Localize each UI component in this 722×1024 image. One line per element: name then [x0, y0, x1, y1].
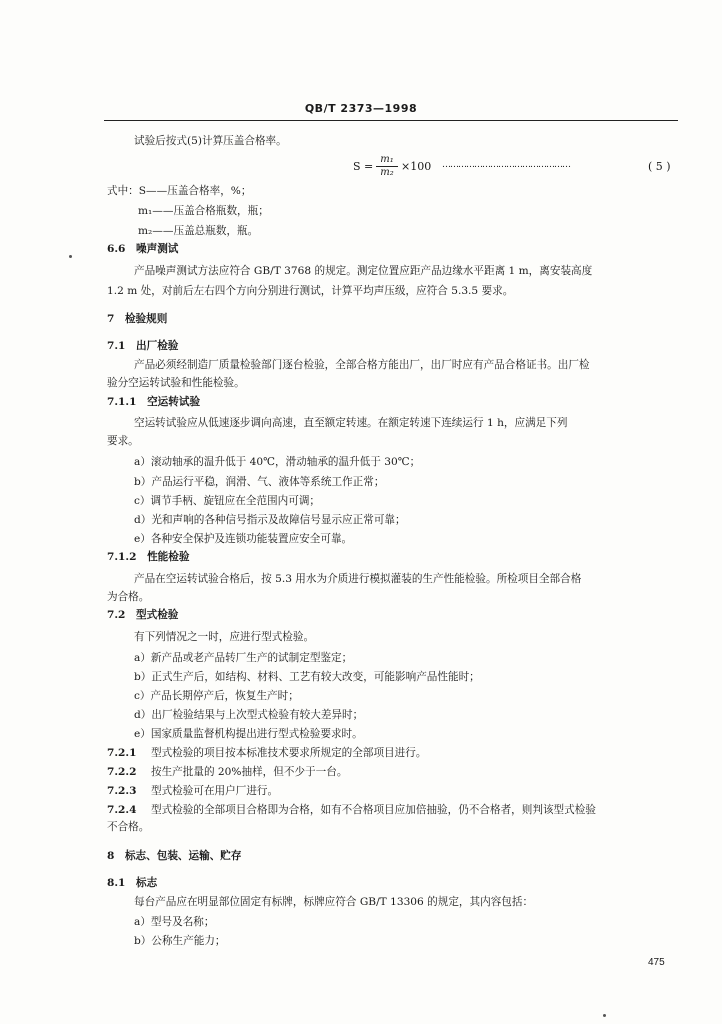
- section-7-2-intro: 有下列情况之一时，应进行型式检验。: [134, 631, 315, 643]
- section-8-heading: 8 标志、包装、运输、贮存: [107, 850, 242, 862]
- list-item: a）新产品或老产品转厂生产的试制定型鉴定；: [134, 652, 353, 664]
- section-7-2-heading: 7.2 型式检验: [107, 609, 179, 621]
- list-item: c）调节手柄、旋钮应在全范围内可调；: [134, 495, 321, 507]
- section-7-1-2-para-1: 产品在空运转试验合格后，按 5.3 用水为介质进行模拟灌装的生产性能检验。所检项目全部合格: [134, 573, 582, 585]
- section-7-2-2-number: 7.2.2: [107, 766, 137, 778]
- section-7-1-2-para-2: 为合格。: [107, 591, 150, 603]
- list-item: e）国家质量监督机构提出进行型式检验要求时。: [134, 728, 363, 740]
- section-7-2-2-text: 按生产批量的 20%抽样，但不少于一台。: [151, 766, 348, 778]
- list-item: a）滚动轴承的温升低于 40℃，滑动轴承的温升低于 30℃；: [134, 456, 421, 468]
- list-item: d）光和声响的各种信号指示及故障信号显示应正常可靠；: [134, 514, 406, 526]
- section-7-2-1: [107, 746, 426, 760]
- section-7-2-1-text: 型式检验的项目按本标准技术要求所规定的全部项目进行。: [151, 747, 427, 759]
- formula-intro: 试验后按式(5)计算压盖合格率。: [134, 135, 287, 147]
- section-7-1-2-heading: 7.1.2 性能检验: [107, 551, 190, 563]
- page-number: 475: [648, 957, 665, 968]
- section-7-2-2: [107, 765, 347, 779]
- formula-denominator: m₂: [380, 167, 394, 178]
- section-7-2-4: [107, 803, 596, 817]
- scan-speck: [603, 1014, 606, 1017]
- header-rule: [104, 120, 678, 121]
- document-header: QB/T 2373—1998: [304, 102, 418, 115]
- where-line-1: 式中：S——压盖合格率，%；: [107, 185, 252, 197]
- section-7-2-4-text: 型式检验的全部项目合格即为合格，如有不合格项目应加倍抽验，仍不合格者，则判该型式检验: [151, 804, 596, 816]
- section-6-6-para-1: 产品噪声测试方法应符合 GB/T 3768 的规定。测定位置应距产品边缘水平距离 1 m，离安装高度: [134, 265, 593, 277]
- section-6-6-heading: 6.6 噪声测试: [107, 243, 179, 255]
- section-7-1-1-para-2: 要求。: [107, 435, 139, 447]
- formula-fraction: [376, 154, 398, 179]
- section-7-1-1-heading: 7.1.1 空运转试验: [107, 396, 201, 408]
- section-6-6-para-2: 1.2 m 处，对前后左右四个方向分别进行测试，计算平均声压级，应符合 5.3.5 要求。: [107, 285, 514, 297]
- list-item: d）出厂检验结果与上次型式检验有较大差异时；: [134, 709, 364, 721]
- scan-speck: [69, 255, 72, 258]
- list-item: c）产品长期停产后，恢复生产时；: [134, 690, 299, 702]
- list-item: b）产品运行平稳，润滑、气、液体等系统工作正常；: [134, 476, 385, 488]
- list-item: b）正式生产后，如结构、材料、工艺有较大改变，可能影响产品性能时；: [134, 671, 480, 683]
- section-7-2-4-para-2: 不合格。: [107, 821, 150, 833]
- formula-leader-dots: …………………………………………: [442, 160, 570, 170]
- list-item: e）各种安全保护及连锁功能装置应安全可靠。: [134, 533, 353, 545]
- section-7-1-para-2: 验分空运转试验和性能检验。: [107, 377, 245, 389]
- where-line-2: m₁——压盖合格瓶数，瓶；: [138, 205, 269, 217]
- formula-times: ×100: [401, 160, 432, 173]
- formula-lhs: S =: [353, 160, 374, 173]
- section-7-2-3: [107, 784, 278, 798]
- section-7-1-para-1: 产品必须经制造厂质量检验部门逐台检验，全部合格方能出厂，出厂时应有产品合格证书。出厂检: [134, 359, 590, 371]
- formula-equation-number: ( 5 ): [648, 160, 671, 173]
- list-item: b）公称生产能力；: [134, 935, 226, 947]
- section-7-2-3-number: 7.2.3: [107, 785, 137, 797]
- section-7-2-3-text: 型式检验可在用户厂进行。: [151, 785, 279, 797]
- where-line-3: m₂——压盖总瓶数，瓶。: [138, 225, 259, 237]
- section-7-heading: 7 检验规则: [107, 313, 168, 325]
- section-7-2-1-number: 7.2.1: [107, 747, 137, 759]
- section-7-1-1-para-1: 空运转试验应从低速逐步调向高速，直至额定转速。在额定转速下连续运行 1 h，应满足下列: [134, 417, 568, 429]
- formula-numerator: m₁: [376, 154, 398, 167]
- section-8-1-heading: 8.1 标志: [107, 877, 158, 889]
- list-item: a）型号及名称；: [134, 916, 215, 928]
- section-8-1-para-1: 每台产品应在明显部位固定有标牌，标牌应符合 GB/T 13306 的规定，其内容包括：: [134, 896, 534, 908]
- section-7-1-heading: 7.1 出厂检验: [107, 340, 179, 352]
- section-7-2-4-number: 7.2.4: [107, 804, 137, 816]
